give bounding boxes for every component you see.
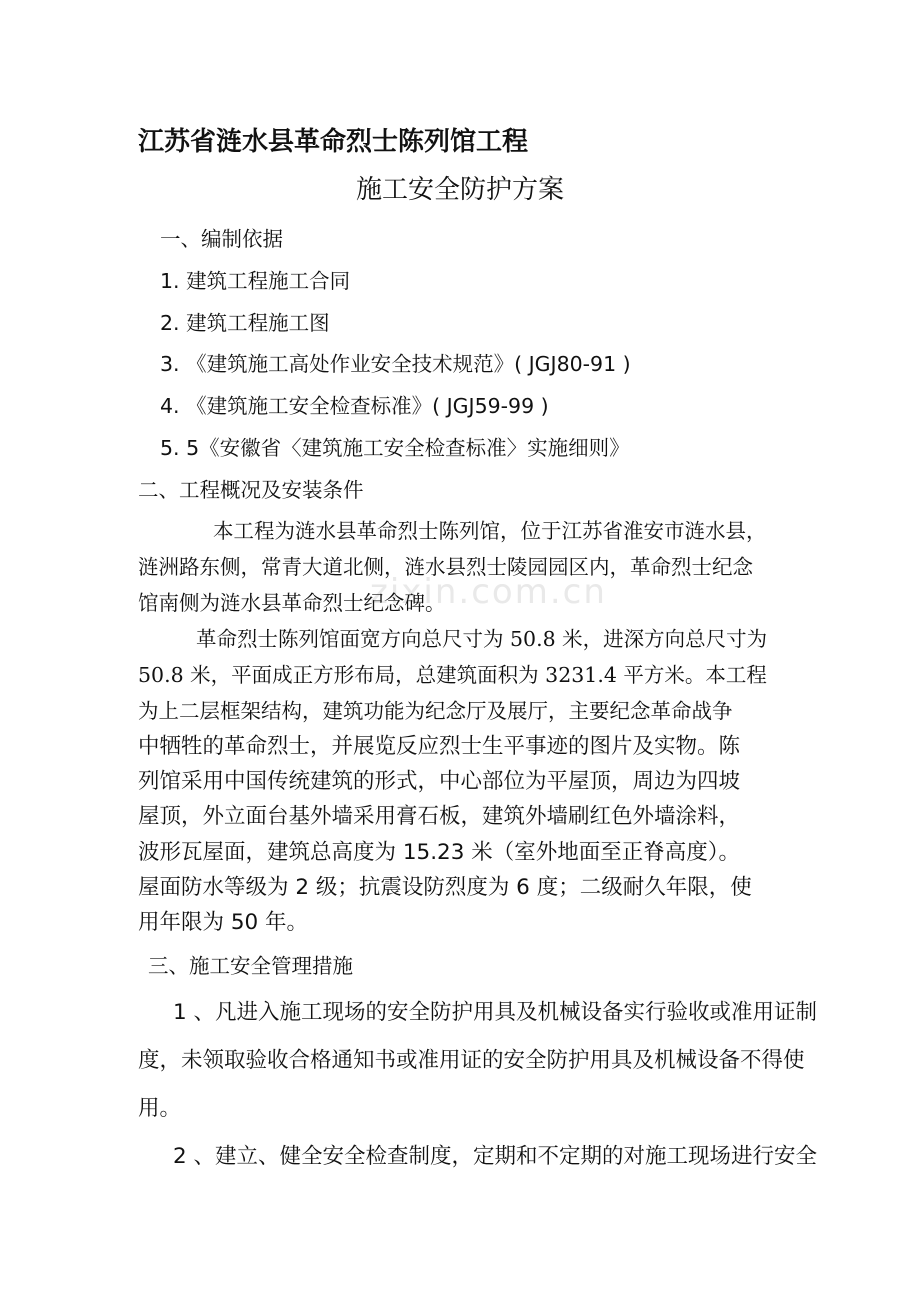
section-heading-basis: 一、编制依据 (160, 227, 283, 251)
overview-para2-line8: 屋面防水等级为 2 级；抗震设防烈度为 6 度；二级耐久年限，使 (138, 875, 752, 900)
overview-para2-line3: 为上二层框架结构，建筑功能为纪念厅及展厅，主要纪念革命战争 (138, 699, 733, 723)
basis-item-4: 4. 《建筑施工安全检查标准》( JGJ59-99 ) (160, 394, 549, 418)
document-title: 江苏省涟水县革命烈士陈列馆工程 (138, 127, 529, 157)
basis-item-3: 3. 《建筑施工高处作业安全技术规范》( JGJ80-91 ) (160, 352, 631, 376)
overview-para2-line9: 用年限为 50 年。 (138, 910, 309, 935)
basis-item-1: 1. 建筑工程施工合同 (160, 269, 351, 293)
safety-item2-line1: 2 、建立、健全安全检查制度，定期和不定期的对施工现场进行安全 (173, 1144, 818, 1169)
overview-para2-line6: 屋顶，外立面台基外墙采用膏石板，建筑外墙刷红色外墙涂料， (138, 804, 741, 829)
document-subtitle: 施工安全防护方案 (355, 175, 564, 205)
section-heading-overview: 二、工程概况及安装条件 (138, 478, 364, 502)
overview-para2-line4: 中牺牲的革命烈士，并展览反应烈士生平事迹的图片及实物。陈 (138, 734, 741, 759)
overview-para2-line1: 革命烈士陈列馆面宽方向总尺寸为 50.8 米，进深方向总尺寸为 (196, 627, 768, 651)
safety-item1-line3: 用。 (138, 1096, 182, 1121)
basis-item-2: 2. 建筑工程施工图 (160, 311, 330, 335)
safety-item1-line1: 1 、凡进入施工现场的安全防护用具及机械设备实行验收或准用证制 (173, 1000, 818, 1025)
safety-item1-line2: 度，未领取验收合格通知书或准用证的安全防护用具及机械设备不得使 (138, 1048, 805, 1073)
overview-para1-line3: 馆南侧为涟水县革命烈士纪念碑。 (138, 591, 446, 615)
overview-para1-line2: 涟洲路东侧，常青大道北侧，涟水县烈士陵园园区内，革命烈士纪念 (138, 555, 753, 579)
overview-para2-line7: 波形瓦屋面，建筑总高度为 15.23 米（室外地面至正脊高度）。 (138, 840, 740, 865)
section-heading-safety: 三、施工安全管理措施 (148, 954, 353, 978)
basis-item-5: 5. 5《安徽省〈建筑施工安全检查标准〉实施细则》 (160, 436, 630, 460)
overview-para1-line1: 本工程为涟水县革命烈士陈列馆，位于江苏省淮安市涟水县， (213, 519, 767, 543)
watermark: zixin.com.cn (370, 572, 607, 612)
overview-para2-line2: 50.8 米，平面成正方形布局，总建筑面积为 3231.4 平方米。本工程 (138, 663, 767, 687)
overview-para2-line5: 列馆采用中国传统建筑的形式，中心部位为平屋顶，周边为四坡 (138, 769, 741, 794)
